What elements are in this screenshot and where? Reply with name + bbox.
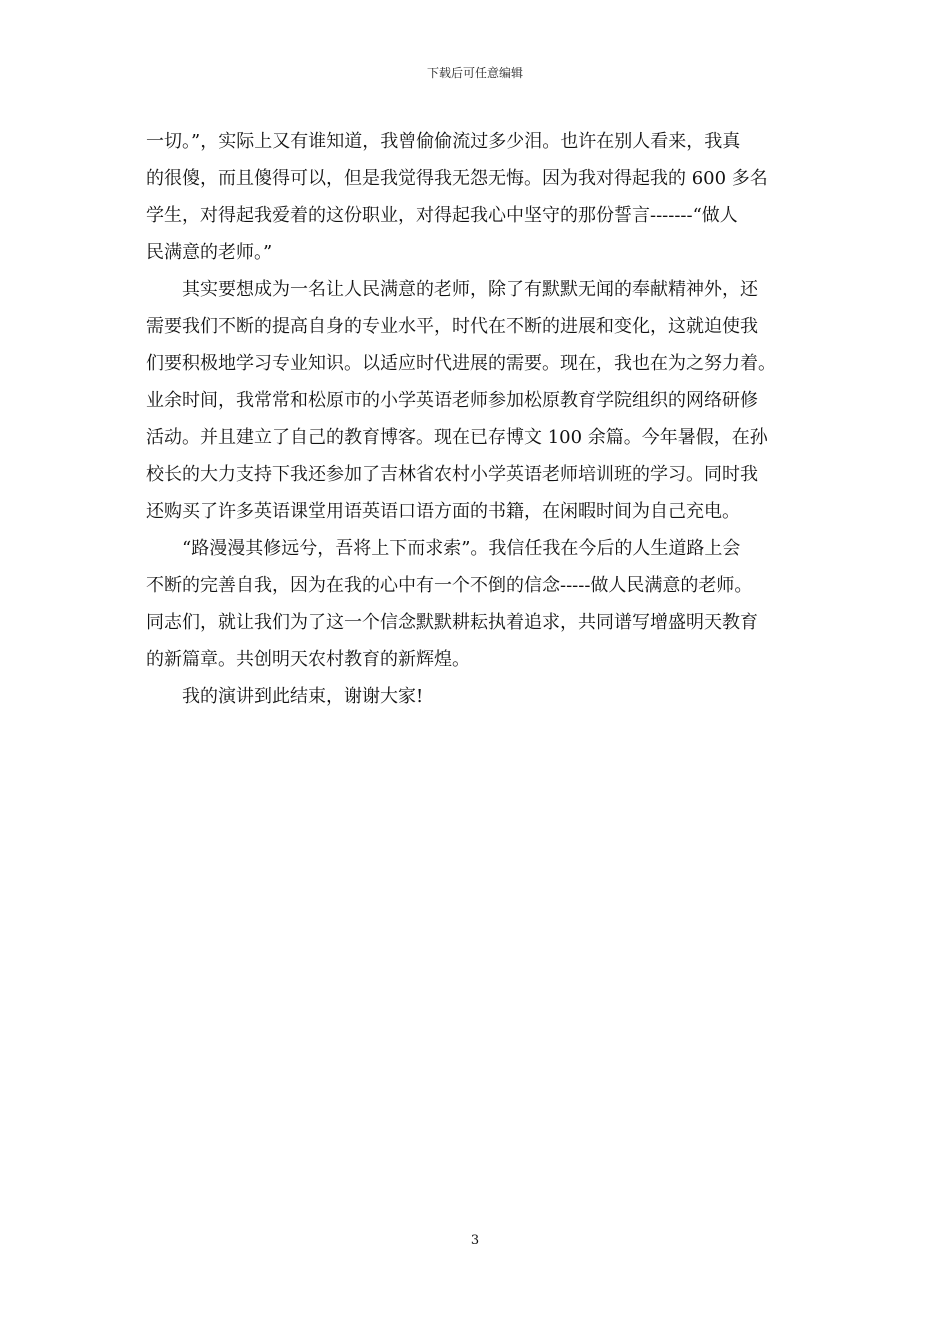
text-line: 还购买了许多英语课堂用语英语口语方面的书籍，在闲暇时间为自己充电。 (146, 501, 740, 522)
document-body (146, 123, 816, 715)
text-line: 的很傻，而且傻得可以，但是我觉得我无怨无悔。因为我对得起我的 600 多名 (146, 168, 768, 189)
paragraph-start-line: “路漫漫其修远兮，吾将上下而求索”。我信任我在今后的人生道路上会 (182, 538, 741, 559)
text-line: 需要我们不断的提高自身的专业水平，时代在不断的进展和变化，这就迫使我 (146, 316, 758, 337)
text-line: 的新篇章。共创明天农村教育的新辉煌。 (146, 649, 470, 670)
text-line: 们要积极地学习专业知识。以适应时代进展的需要。现在，我也在为之努力着。 (146, 353, 776, 374)
page-number: 3 (470, 1233, 480, 1248)
text-line: 民满意的老师。” (146, 242, 273, 263)
paragraph-start-line: 其实要想成为一名让人民满意的老师，除了有默默无闻的奉献精神外，还 (182, 279, 758, 300)
text-line: 同志们，就让我们为了这一个信念默默耕耘执着追求，共同谱写增盛明天教育 (146, 612, 758, 633)
text-line: 业余时间，我常常和松原市的小学英语老师参加松原教育学院组织的网络研修 (146, 390, 758, 411)
closing-line: 我的演讲到此结束，谢谢大家! (182, 686, 424, 707)
text-line: 学生，对得起我爱着的这份职业，对得起我心中坚守的那份誓言-------“做人 (146, 205, 738, 226)
text-line: 一切。”，实际上又有谁知道，我曾偷偷流过多少泪。也许在别人看来，我真 (146, 131, 741, 152)
text-line: 不断的完善自我，因为在我的心中有一个不倒的信念-----做人民满意的老师。 (146, 575, 753, 596)
text-line: 校长的大力支持下我还参加了吉林省农村小学英语老师培训班的学习。同时我 (146, 464, 758, 485)
text-line: 活动。并且建立了自己的教育博客。现在已存博文 100 余篇。今年暑假，在孙 (146, 427, 768, 448)
page-header: 下载后可任意编辑 (426, 66, 523, 80)
